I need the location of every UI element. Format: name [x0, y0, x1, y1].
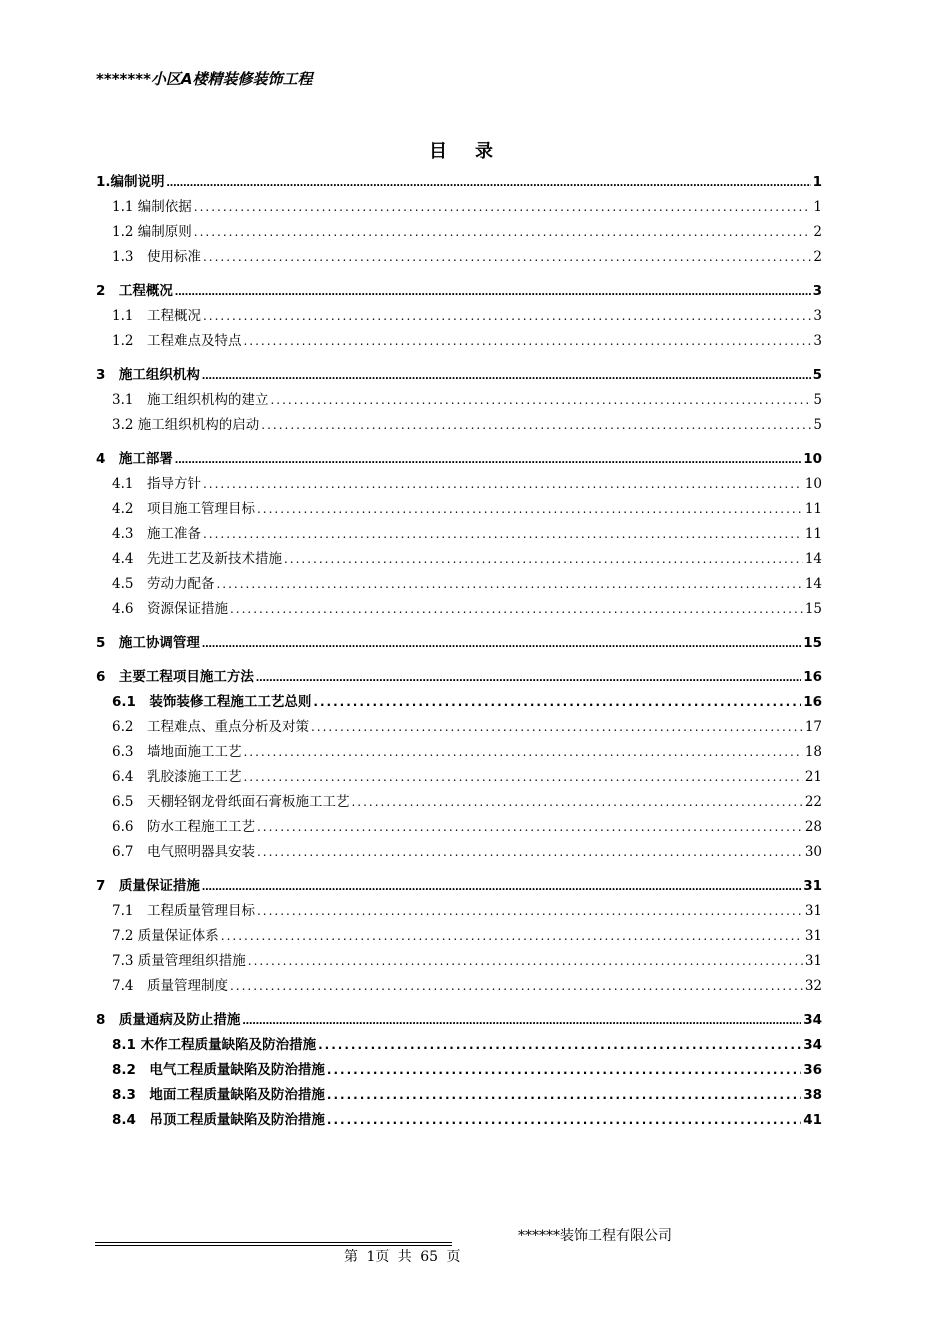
toc-subsection-entry[interactable]: [96, 949, 822, 974]
toc-dot-leader: [194, 220, 812, 245]
toc-entry-page: 32: [804, 978, 822, 994]
toc-dot-leader: [327, 1058, 801, 1083]
toc-section-entry[interactable]: [96, 1008, 822, 1033]
toc-entry-page: 18: [804, 744, 822, 760]
toc-dot-leader: [202, 875, 801, 900]
toc-subsection-entry[interactable]: [96, 522, 822, 547]
toc-subsection-entry[interactable]: [96, 690, 822, 715]
toc-section-entry[interactable]: [96, 447, 822, 472]
toc-entry-label: 6.4 乳胶漆施工工艺: [112, 769, 242, 785]
table-of-contents: [96, 170, 822, 1133]
toc-entry-page: 16: [803, 669, 822, 685]
toc-subsection-entry[interactable]: [96, 245, 822, 270]
toc-dot-leader: [202, 364, 811, 389]
toc-entry-page: 3: [813, 308, 822, 324]
toc-entry-page: 36: [803, 1062, 822, 1078]
toc-dot-leader: [243, 329, 811, 354]
toc-entry-page: 28: [804, 819, 822, 835]
toc-dot-leader: [257, 497, 803, 522]
toc-entry-label: 6.1 装饰装修工程施工工艺总则: [112, 694, 312, 710]
toc-subsection-entry[interactable]: [96, 497, 822, 522]
toc-section-entry[interactable]: [96, 170, 822, 195]
toc-entry-page: 14: [804, 551, 822, 567]
toc-entry-label: 1.1 编制依据: [112, 199, 192, 215]
toc-entry-page: 31: [804, 953, 822, 969]
toc-dot-leader: [167, 171, 811, 196]
toc-entry-page: 2: [813, 249, 822, 265]
toc-dot-leader: [318, 1033, 801, 1058]
toc-entry-page: 3: [812, 283, 822, 299]
toc-spacer: [96, 354, 822, 363]
toc-subsection-entry[interactable]: [96, 547, 822, 572]
toc-entry-label: 7.3 质量管理组织措施: [112, 953, 246, 969]
toc-entry-page: 21: [804, 769, 822, 785]
toc-entry-label: 7.1 工程质量管理目标: [112, 903, 255, 919]
toc-entry-label: 1.编制说明: [96, 174, 165, 190]
toc-dot-leader: [194, 195, 812, 220]
toc-entry-page: 34: [803, 1012, 822, 1028]
toc-entry-page: 31: [804, 903, 822, 919]
toc-entry-label: 3.1 施工组织机构的建立: [112, 392, 269, 408]
toc-entry-label: 6 主要工程项目施工方法: [96, 669, 254, 685]
toc-dot-leader: [327, 1108, 801, 1133]
toc-entry-label: 5 施工协调管理: [96, 635, 200, 651]
toc-entry-page: 38: [803, 1087, 822, 1103]
toc-spacer: [96, 656, 822, 665]
toc-entry-label: 6.6 防水工程施工工艺: [112, 819, 255, 835]
toc-entry-page: 5: [812, 367, 822, 383]
toc-subsection-entry[interactable]: [96, 1083, 822, 1108]
toc-dot-leader: [327, 1083, 801, 1108]
toc-entry-label: 4.6 资源保证措施: [112, 601, 228, 617]
toc-dot-leader: [221, 924, 803, 949]
toc-entry-page: 14: [804, 576, 822, 592]
toc-entry-label: 8.3 地面工程质量缺陷及防治措施: [112, 1087, 325, 1103]
toc-dot-leader: [230, 597, 803, 622]
toc-subsection-entry[interactable]: [96, 329, 822, 354]
toc-entry-page: 41: [803, 1112, 822, 1128]
toc-dot-leader: [242, 1009, 801, 1034]
toc-entry-label: 8.2 电气工程质量缺陷及防治措施: [112, 1062, 325, 1078]
toc-entry-label: 6.5 天棚轻钢龙骨纸面石膏板施工工艺: [112, 794, 350, 810]
toc-entry-page: 11: [804, 501, 822, 517]
toc-section-entry[interactable]: [96, 665, 822, 690]
toc-entry-label: 8.4 吊顶工程质量缺陷及防治措施: [112, 1112, 325, 1128]
toc-entry-label: 1.3 使用标准: [112, 249, 201, 265]
toc-dot-leader: [203, 245, 811, 270]
toc-subsection-entry[interactable]: [96, 1058, 822, 1083]
toc-entry-page: 1: [813, 199, 822, 215]
toc-dot-leader: [203, 472, 803, 497]
toc-section-entry[interactable]: [96, 874, 822, 899]
toc-dot-leader: [284, 547, 803, 572]
toc-entry-label: 7.4 质量管理制度: [112, 978, 228, 994]
toc-dot-leader: [175, 448, 801, 473]
toc-entry-label: 6.3 墙地面施工工艺: [112, 744, 242, 760]
toc-entry-label: 7 质量保证措施: [96, 878, 200, 894]
toc-dot-leader: [351, 790, 802, 815]
toc-dot-leader: [248, 949, 803, 974]
toc-section-entry[interactable]: [96, 279, 822, 304]
toc-subsection-entry[interactable]: [96, 572, 822, 597]
toc-entry-page: 31: [804, 928, 822, 944]
toc-subsection-entry[interactable]: [96, 815, 822, 840]
toc-entry-page: 11: [804, 526, 822, 542]
toc-subsection-entry[interactable]: [96, 1033, 822, 1058]
toc-entry-page: 10: [803, 451, 822, 467]
toc-subsection-entry[interactable]: [96, 472, 822, 497]
toc-dot-leader: [243, 765, 802, 790]
toc-subsection-entry[interactable]: [96, 924, 822, 949]
toc-entry-page: 34: [803, 1037, 822, 1053]
toc-subsection-entry[interactable]: [96, 715, 822, 740]
toc-entry-label: 7.2 质量保证体系: [112, 928, 219, 944]
toc-dot-leader: [202, 632, 801, 657]
toc-entry-label: 1.1 工程概况: [112, 308, 201, 324]
toc-section-entry[interactable]: [96, 631, 822, 656]
toc-entry-label: 6.2 工程难点、重点分析及对策: [112, 719, 309, 735]
page-number: 第 1页 共 65 页: [344, 1249, 461, 1265]
toc-dot-leader: [313, 690, 801, 715]
toc-dot-leader: [256, 666, 801, 691]
toc-dot-leader: [257, 815, 803, 840]
toc-spacer: [96, 865, 822, 874]
toc-section-entry[interactable]: [96, 363, 822, 388]
toc-entry-page: 15: [804, 601, 822, 617]
toc-spacer: [96, 999, 822, 1008]
company-name: ******装饰工程有限公司: [518, 1228, 672, 1244]
toc-dot-leader: [175, 280, 811, 305]
toc-entry-page: 1: [812, 174, 822, 190]
toc-subsection-entry[interactable]: [96, 413, 822, 438]
toc-entry-label: 6.7 电气照明器具安装: [112, 844, 255, 860]
toc-spacer: [96, 438, 822, 447]
toc-subsection-entry[interactable]: [96, 597, 822, 622]
toc-entry-page: 31: [803, 878, 822, 894]
toc-dot-leader: [230, 974, 803, 999]
toc-entry-page: 22: [804, 794, 822, 810]
toc-entry-page: 15: [803, 635, 822, 651]
toc-subsection-entry[interactable]: [96, 899, 822, 924]
toc-dot-leader: [257, 840, 803, 865]
toc-dot-leader: [261, 413, 811, 438]
toc-entry-label: 4.2 项目施工管理目标: [112, 501, 255, 517]
toc-dot-leader: [270, 388, 811, 413]
toc-subsection-entry[interactable]: [96, 974, 822, 999]
toc-entry-page: 3: [813, 333, 822, 349]
toc-subsection-entry[interactable]: [96, 388, 822, 413]
toc-entry-page: 2: [813, 224, 822, 240]
toc-entry-label: 3 施工组织机构: [96, 367, 200, 383]
toc-entry-label: 1.2 工程难点及特点: [112, 333, 242, 349]
toc-entry-label: 4.3 施工准备: [112, 526, 201, 542]
toc-entry-label: 4 施工部署: [96, 451, 173, 467]
toc-subsection-entry[interactable]: [96, 790, 822, 815]
toc-dot-leader: [257, 899, 803, 924]
toc-entry-label: 4.5 劳动力配备: [112, 576, 215, 592]
toc-entry-label: 4.4 先进工艺及新技术措施: [112, 551, 282, 567]
toc-entry-page: 16: [803, 694, 822, 710]
toc-dot-leader: [203, 304, 811, 329]
toc-subsection-entry[interactable]: [96, 304, 822, 329]
toc-entry-label: 8.1 木作工程质量缺陷及防治措施: [112, 1037, 317, 1053]
toc-subsection-entry[interactable]: [96, 195, 822, 220]
toc-spacer: [96, 270, 822, 279]
toc-spacer: [96, 622, 822, 631]
toc-dot-leader: [243, 740, 802, 765]
toc-entry-label: 2 工程概况: [96, 283, 173, 299]
toc-dot-leader: [311, 715, 803, 740]
toc-entry-page: 5: [813, 417, 822, 433]
footer-rule: [95, 1242, 452, 1243]
toc-entry-page: 17: [804, 719, 822, 735]
toc-entry-page: 30: [804, 844, 822, 860]
toc-entry-page: 5: [813, 392, 822, 408]
header-title: *******小区A楼精装修装饰工程: [96, 70, 313, 88]
toc-title: 目录: [429, 141, 521, 162]
toc-entry-page: 10: [804, 476, 822, 492]
toc-entry-label: 8 质量通病及防止措施: [96, 1012, 241, 1028]
toc-entry-label: 1.2 编制原则: [112, 224, 192, 240]
toc-subsection-entry[interactable]: [96, 220, 822, 245]
toc-entry-label: 3.2 施工组织机构的启动: [112, 417, 260, 433]
toc-subsection-entry[interactable]: [96, 765, 822, 790]
toc-entry-label: 4.1 指导方针: [112, 476, 201, 492]
toc-subsection-entry[interactable]: [96, 840, 822, 865]
toc-subsection-entry[interactable]: [96, 740, 822, 765]
toc-dot-leader: [203, 522, 803, 547]
toc-subsection-entry[interactable]: [96, 1108, 822, 1133]
toc-dot-leader: [216, 572, 802, 597]
